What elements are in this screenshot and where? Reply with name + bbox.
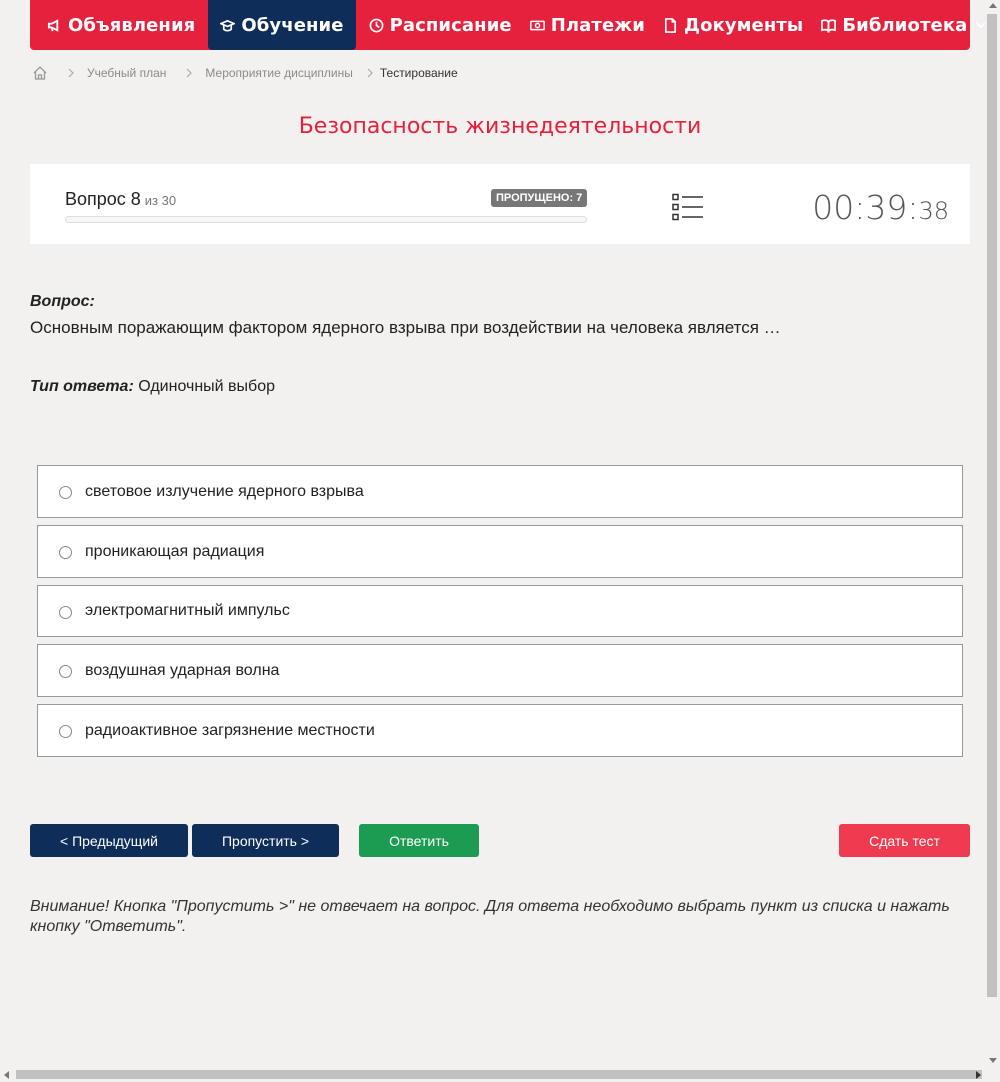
nav-item-learning[interactable] — [208, 0, 355, 50]
question-number: Вопрос 8 — [65, 189, 141, 209]
answer-type-value: Одиночный выбор — [138, 378, 275, 395]
money-icon — [530, 18, 545, 33]
radio-button[interactable] — [59, 725, 72, 738]
chevron-right-icon — [365, 68, 375, 78]
answer-option[interactable] — [37, 465, 963, 518]
nav-item-schedule[interactable] — [360, 0, 521, 50]
home-icon[interactable] — [32, 65, 48, 81]
answer-type-label: Тип ответа: — [30, 378, 134, 395]
chevron-right-icon — [184, 68, 194, 78]
nav-item-label: Обучение — [241, 14, 344, 36]
answer-type — [30, 378, 275, 396]
document-icon — [663, 18, 678, 33]
answer-option-label: световое излучение ядерного взрыва — [85, 482, 364, 500]
top-navigation — [30, 0, 970, 50]
answer-option[interactable] — [37, 525, 963, 578]
nav-item-label: Расписание — [389, 14, 512, 36]
scroll-up-arrow[interactable] — [989, 3, 997, 8]
warning-note: Внимание! Кнопка "Пропустить >" не отвечает на вопрос. Для ответа необходимо выбрать пункт из списка и нажать кнопку "Ответить". — [30, 898, 950, 935]
progress-panel — [30, 164, 970, 244]
progress-bar — [65, 216, 587, 223]
breadcrumb-item-curriculum[interactable]: Учебный план — [87, 66, 167, 80]
submit-test-button[interactable]: Сдать тест — [839, 824, 970, 857]
chevron-right-icon — [66, 68, 76, 78]
nav-item-announcements[interactable] — [38, 0, 204, 50]
answer-option[interactable] — [37, 644, 963, 697]
breadcrumb-item-discipline-event[interactable]: Мероприятие дисциплины — [205, 66, 353, 80]
vertical-scrollbar-thumb[interactable] — [987, 14, 997, 997]
scroll-right-arrow[interactable] — [976, 1071, 981, 1079]
previous-button[interactable]: < Предыдущий — [30, 824, 188, 857]
skip-button[interactable]: Пропустить > — [192, 824, 339, 857]
horizontal-scrollbar-thumb[interactable] — [16, 1070, 982, 1079]
nav-item-label: Платежи — [550, 14, 645, 36]
question-list-icon[interactable] — [672, 193, 704, 221]
nav-item-label: Библиотека — [842, 14, 968, 36]
nav-item-documents[interactable] — [654, 0, 812, 50]
nav-item-label: Документы — [683, 14, 804, 36]
nav-item-label: Объявления — [68, 14, 196, 36]
vertical-scrollbar[interactable] — [985, 0, 1000, 1067]
radio-button[interactable] — [59, 606, 72, 619]
graduation-cap-icon — [220, 18, 235, 33]
radio-button[interactable] — [59, 486, 72, 499]
answer-button[interactable]: Ответить — [359, 824, 479, 857]
horizontal-scrollbar[interactable] — [0, 1067, 1000, 1082]
scroll-left-arrow[interactable] — [4, 1071, 9, 1079]
answer-option[interactable] — [37, 704, 963, 757]
timer-main: 00:39: — [812, 188, 919, 227]
answer-option-label: воздушная ударная волна — [85, 661, 280, 679]
megaphone-icon — [47, 18, 62, 33]
question-heading: Вопрос: — [30, 293, 95, 310]
answer-option-label: проникающая радиация — [85, 542, 265, 560]
answer-option-label: электромагнитный импульс — [85, 602, 290, 619]
question-text: Основным поражающим фактором ядерного взрыва при воздействии на человека является … — [30, 318, 781, 337]
timer — [812, 188, 949, 227]
nav-item-library[interactable] — [812, 0, 996, 50]
question-total: из 30 — [144, 193, 177, 208]
scroll-down-arrow[interactable] — [989, 1058, 997, 1063]
clock-icon — [369, 18, 384, 33]
book-icon — [821, 18, 836, 33]
breadcrumb — [32, 63, 458, 83]
radio-button[interactable] — [59, 546, 72, 559]
nav-item-payments[interactable] — [521, 0, 654, 50]
timer-seconds: 38 — [918, 197, 949, 225]
answer-option-label: радиоактивное загрязнение местности — [85, 721, 375, 739]
radio-button[interactable] — [59, 665, 72, 678]
skipped-badge: ПРОПУЩЕНО: 7 — [491, 189, 587, 207]
breadcrumb-item-testing: Тестирование — [379, 66, 458, 80]
question-counter — [65, 189, 176, 210]
page-title: Безопасность жизнедеятельности — [298, 114, 702, 139]
answer-option[interactable] — [37, 585, 963, 637]
